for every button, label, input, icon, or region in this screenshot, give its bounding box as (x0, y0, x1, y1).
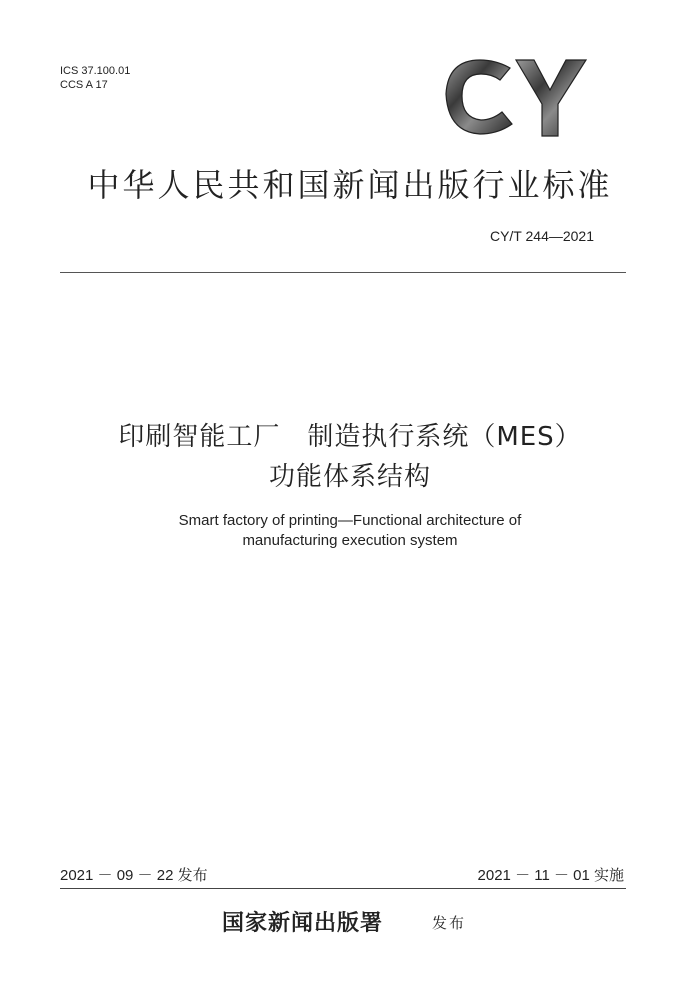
document-title-en-line1: Smart factory of printing—Functional architecture of (178, 512, 522, 529)
implementation-date: 2021 － 11 － 01 实施 (477, 867, 624, 884)
logo-letter-c (446, 60, 512, 134)
classification-codes (60, 64, 130, 92)
document-title-en-line2: manufacturing execution system (242, 532, 458, 549)
ccs-code: CCS A 17 (60, 79, 108, 91)
publish-date: 2021 － 09 － 22 发布 (60, 867, 208, 884)
footer-divider (60, 888, 626, 889)
document-title-zh-line1: 印刷智能工厂 制造执行系统（MES） (118, 422, 582, 452)
issue-label: 发布 (432, 914, 467, 932)
logo-letter-y (516, 60, 586, 136)
standard-number: CY/T 244—2021 (489, 228, 594, 244)
header-divider (60, 272, 626, 273)
ics-code: ICS 37.100.01 (60, 65, 131, 77)
cy-logo (440, 54, 590, 142)
document-title-zh-line2: 功能体系结构 (268, 462, 431, 492)
issuing-authority: 国家新闻出版署 (222, 910, 384, 936)
industry-standard-title: 中华人民共和国新闻出版行业标准 (87, 166, 613, 204)
